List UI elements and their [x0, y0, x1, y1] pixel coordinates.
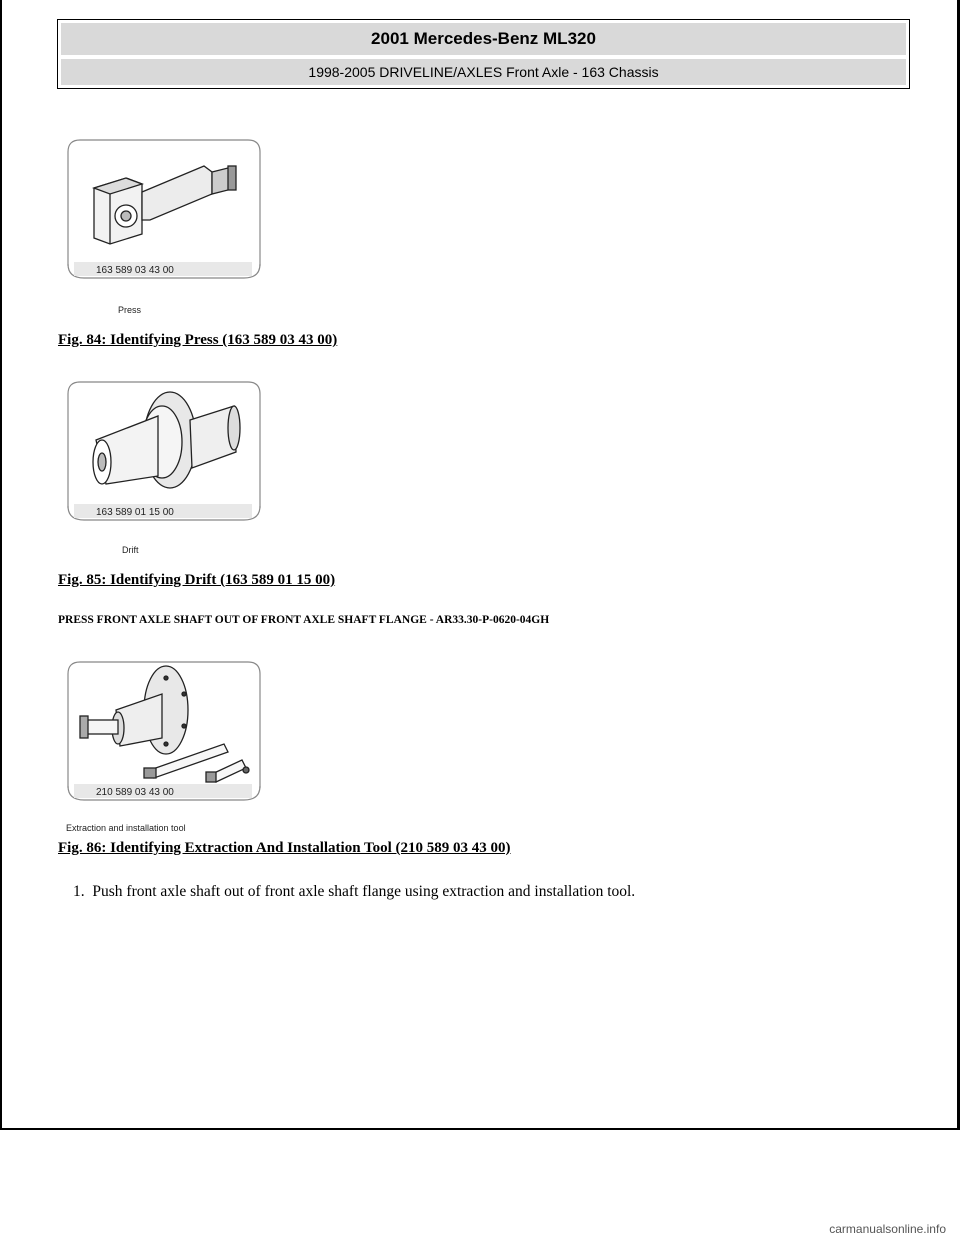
extraction-tool-illustration	[66, 660, 266, 840]
figure-press	[66, 138, 266, 318]
document-subtitle: 1998-2005 DRIVELINE/AXLES Front Axle - 163 Chassis	[308, 64, 659, 80]
step-1	[73, 883, 635, 901]
step-number: 1.	[73, 883, 85, 900]
drift-part-number: 163 589 01 15 00	[96, 507, 174, 518]
document-title: 2001 Mercedes-Benz ML320	[371, 29, 596, 48]
watermark: carmanualsonline.info	[829, 1222, 946, 1236]
page-border-bottom	[0, 1128, 960, 1130]
extraction-tool-part-number: 210 589 03 43 00	[96, 787, 174, 798]
figure-drift	[66, 380, 266, 560]
figure-85-caption: Fig. 85: Identifying Drift (163 589 01 15 00)	[58, 572, 336, 588]
figure-extraction-tool	[66, 660, 266, 840]
extraction-tool-label: Extraction and installation tool	[66, 823, 186, 833]
drift-illustration	[66, 380, 266, 560]
header-divider	[61, 55, 906, 59]
drift-label: Drift	[122, 545, 139, 555]
press-part-number: 163 589 03 43 00	[96, 265, 174, 276]
page-border-left	[0, 0, 2, 1130]
press-illustration	[66, 138, 266, 318]
figure-86-caption: Fig. 86: Identifying Extraction And Installation Tool (210 589 03 43 00)	[58, 840, 511, 856]
figure-84-caption: Fig. 84: Identifying Press (163 589 03 43 00)	[58, 332, 338, 348]
step-text: Push front axle shaft out of front axle shaft flange using extraction and installation tool.	[92, 883, 636, 900]
document-header	[57, 19, 910, 89]
section-heading: PRESS FRONT AXLE SHAFT OUT OF FRONT AXLE SHAFT FLANGE - AR33.30-P-0620-04GH	[58, 614, 550, 626]
press-label: Press	[118, 305, 142, 315]
